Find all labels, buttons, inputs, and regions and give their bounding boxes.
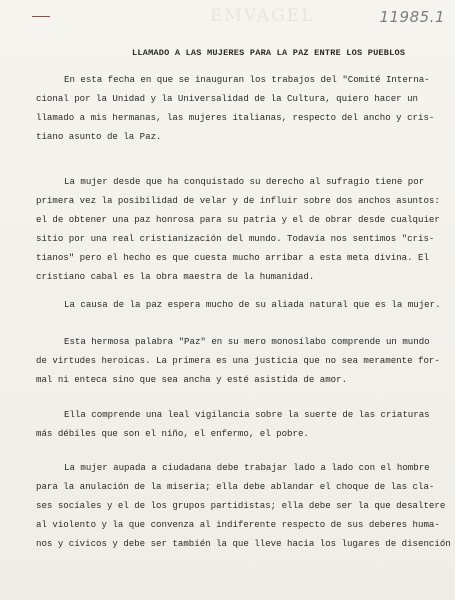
text-line: cristiano cabal es la obra maestra de la humanidad. (36, 271, 315, 282)
text-line: Ella comprende una leal vigilancia sobre la suerte de las criaturas (64, 409, 430, 420)
text-line: ses sociales y el de los grupos partidistas; ella debe ser la que desaltere (36, 500, 446, 511)
text-line: cional por la Unidad y la Universalidad de la Cultura, quiero hacer un (36, 93, 418, 104)
text-line: más débiles que son el niño, el enfermo, el pobre. (36, 428, 309, 439)
text-line: sitio por una real cristianización del mundo. Todavía nos sentimos "cris- (36, 233, 435, 244)
paragraph-5 (36, 405, 436, 443)
paragraph-1 (36, 70, 436, 146)
document-title: LLAMADO A LAS MUJERES PARA LA PAZ ENTRE LOS PUEBLOS (132, 48, 406, 58)
paragraph-3 (36, 295, 441, 314)
text-line: de virtudes heroicas. La primera es una justicia que no sea meramente for- (36, 355, 440, 366)
text-line: nos y cívicos y debe ser también la que lleve hacia los lugares de disención (36, 538, 451, 549)
archive-number: 11985.1 (379, 8, 445, 26)
text-line: tiano asunto de la Paz. (36, 131, 162, 142)
bleed-through-shadow: EMVAGEL (210, 6, 315, 26)
text-line: primera vez la posibilidad de velar y de influir sobre dos anchos asuntos: (36, 195, 440, 206)
paragraph-6 (36, 458, 451, 553)
text-line: para la anulación de la miseria; ella debe ablandar el choque de las cla- (36, 481, 435, 492)
text-line: La causa de la paz espera mucho de su aliada natural que es la mujer. (64, 299, 441, 310)
text-line: La mujer aupada a ciudadana debe trabajar lado a lado con el hombre (64, 462, 430, 473)
text-line: al violento y la que convenza al indiferente respecto de sus deberes huma- (36, 519, 440, 530)
text-line: llamado a mis hermanas, las mujeres italianas, respecto del ancho y cris- (36, 112, 435, 123)
text-line: tianos" pero el hecho es que cuesta mucho arribar a esta meta divina. El (36, 252, 429, 263)
text-line: mal ni enteca sino que sea ancha y esté asistida de amor. (36, 374, 348, 385)
paragraph-2 (36, 172, 440, 286)
paragraph-4 (36, 332, 440, 389)
text-line: el de obtener una paz honrosa para su patria y el de obrar desde cualquier (36, 214, 440, 225)
text-line: La mujer desde que ha conquistado su derecho al sufragio tiene por (64, 176, 425, 187)
text-line: Esta hermosa palabra "Paz" en su mero monosílabo comprende un mundo (64, 336, 430, 347)
text-line: En esta fecha en que se inauguran los trabajos del "Comité Interna- (64, 74, 430, 85)
ink-dash-mark (32, 16, 50, 17)
